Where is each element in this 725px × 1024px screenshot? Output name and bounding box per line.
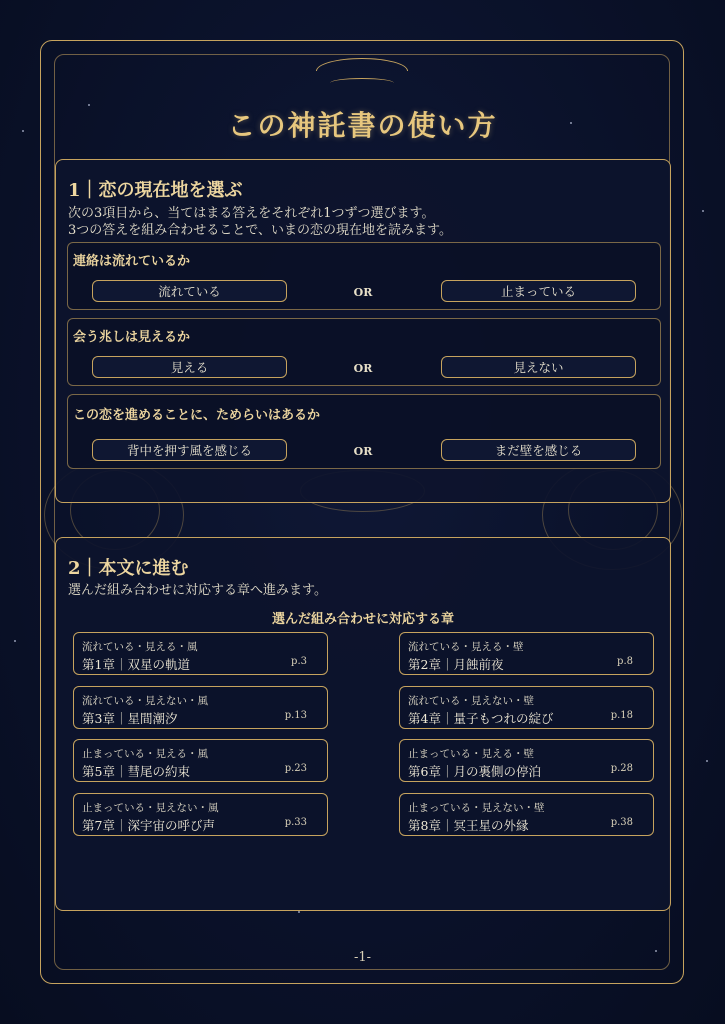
option-button[interactable]: 見えない <box>441 356 636 378</box>
chapter-title: 第8章｜冥王星の外縁 <box>408 818 529 833</box>
or-label: OR <box>353 362 373 375</box>
section-select-panel <box>55 159 671 503</box>
chapter-page: p.18 <box>610 710 633 721</box>
section-chapters-panel <box>55 537 671 911</box>
star-dot <box>706 760 708 762</box>
chapter-card[interactable] <box>73 739 328 782</box>
question-text: 会う兆しは見えるか <box>73 330 191 345</box>
star-dot <box>702 210 704 212</box>
or-label: OR <box>353 286 373 299</box>
chapter-card[interactable] <box>73 632 328 675</box>
question-box <box>67 318 661 386</box>
section2-desc: 選んだ組み合わせに対応する章へ進みます。 <box>68 583 327 598</box>
or-label: OR <box>353 445 373 458</box>
chapter-combo: 流れている・見える・風 <box>82 641 198 653</box>
chapter-card[interactable] <box>399 686 654 729</box>
page-title: この神託書の使い方 <box>227 109 498 142</box>
option-button[interactable]: 背中を押す風を感じる <box>92 439 287 461</box>
chapter-combo: 止まっている・見えない・風 <box>82 802 219 814</box>
chapter-title: 第3章｜星間潮汐 <box>82 711 178 726</box>
chapter-card[interactable] <box>399 793 654 836</box>
chapter-card[interactable] <box>399 632 654 675</box>
chapter-title: 第6章｜月の裏側の停泊 <box>408 764 541 779</box>
chapter-combo: 止まっている・見える・壁 <box>408 748 534 760</box>
chapter-combo: 止まっている・見えない・壁 <box>408 802 545 814</box>
question-text: この恋を進めることに、ためらいはあるか <box>73 408 321 423</box>
chapter-title: 第4章｜量子もつれの綻び <box>408 711 554 726</box>
chapter-page: p.8 <box>617 656 633 667</box>
section1-heading: 1｜恋の現在地を選ぶ <box>68 180 243 201</box>
chapter-page: p.38 <box>610 817 633 828</box>
chapter-title: 第7章｜深宇宙の呼び声 <box>82 818 215 833</box>
chapter-page: p.13 <box>284 710 307 721</box>
chapter-page: p.28 <box>610 763 633 774</box>
chapter-title: 第2章｜月蝕前夜 <box>408 657 504 672</box>
chapter-card[interactable] <box>73 686 328 729</box>
chapter-card[interactable] <box>73 793 328 836</box>
section2-heading: 2｜本文に進む <box>68 558 189 579</box>
chapter-combo: 流れている・見えない・壁 <box>408 695 534 707</box>
chapter-page: p.3 <box>291 656 307 667</box>
option-button[interactable]: 止まっている <box>441 280 636 302</box>
chapter-title: 第1章｜双星の軌道 <box>82 657 190 672</box>
section1-desc-line2: 3つの答えを組み合わせることで、いまの恋の現在地を読みます。 <box>68 223 452 238</box>
question-box <box>67 242 661 310</box>
chapter-combo: 流れている・見えない・風 <box>82 695 208 707</box>
chapter-card[interactable] <box>399 739 654 782</box>
chapter-combo: 止まっている・見える・風 <box>82 748 208 760</box>
halo-ornament-line <box>330 78 394 88</box>
chapters-subheading: 選んだ組み合わせに対応する章 <box>271 612 454 627</box>
question-text: 連絡は流れているか <box>73 254 191 269</box>
page-number: -1- <box>353 950 372 965</box>
star-dot <box>14 640 16 642</box>
option-button[interactable]: 流れている <box>92 280 287 302</box>
option-button[interactable]: まだ壁を感じる <box>441 439 636 461</box>
option-button[interactable]: 見える <box>92 356 287 378</box>
question-box <box>67 394 661 469</box>
chapter-page: p.23 <box>284 763 307 774</box>
chapter-page: p.33 <box>284 817 307 828</box>
chapter-title: 第5章｜彗尾の約束 <box>82 764 190 779</box>
section1-desc-line1: 次の3項目から、当てはまる答えをそれぞれ1つずつ選びます。 <box>68 206 435 221</box>
chapter-combo: 流れている・見える・壁 <box>408 641 524 653</box>
